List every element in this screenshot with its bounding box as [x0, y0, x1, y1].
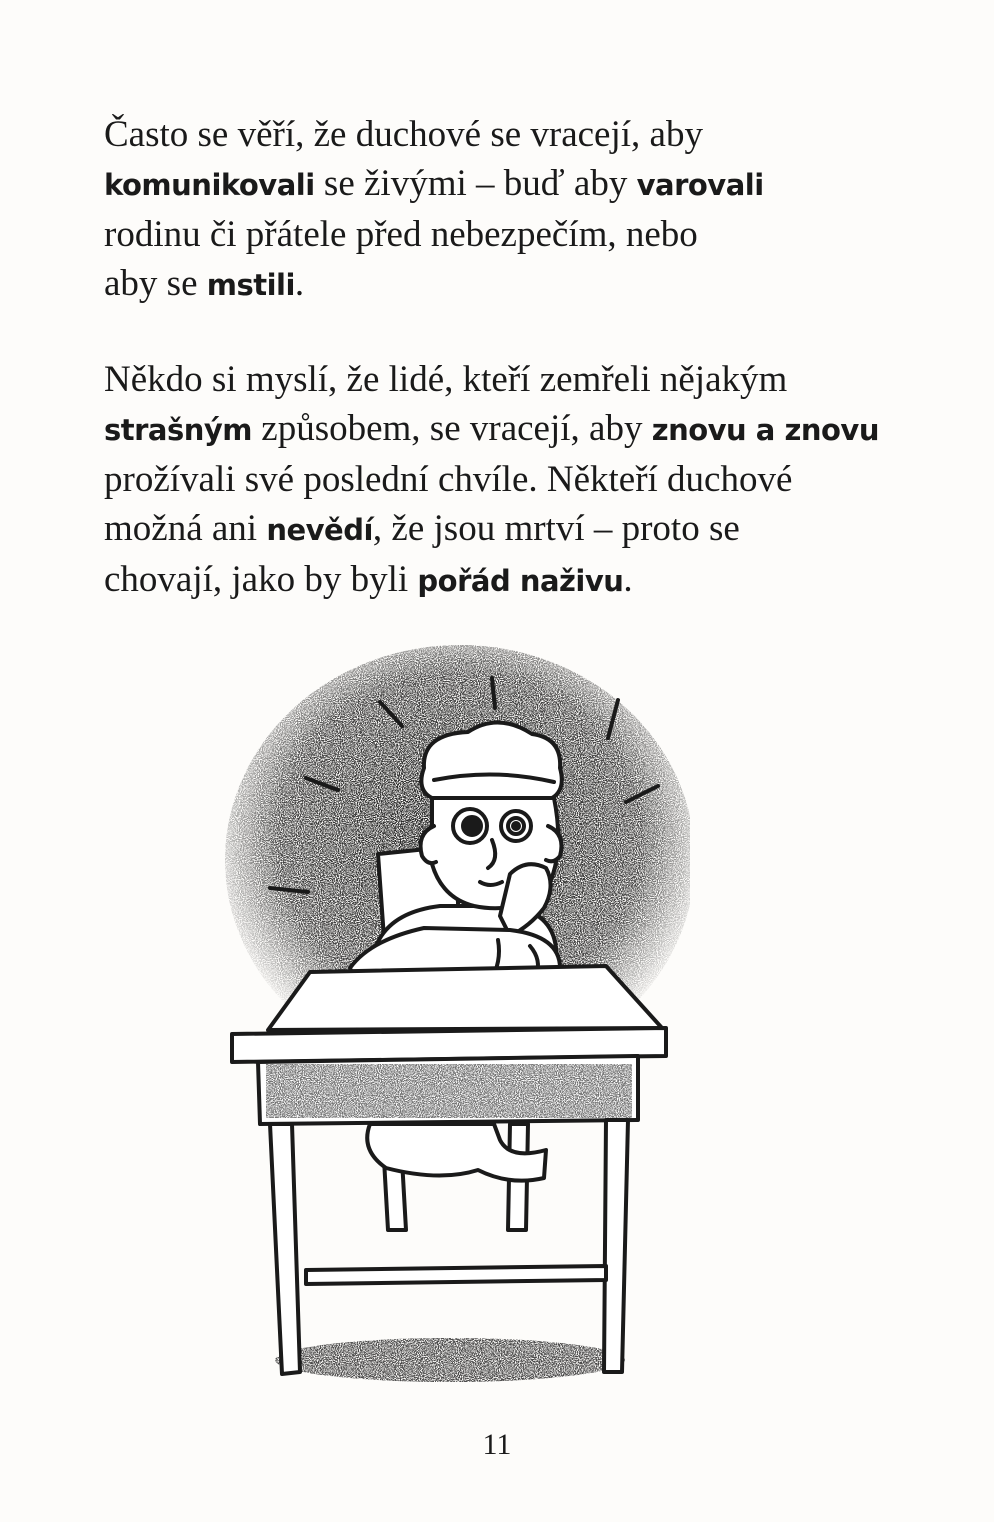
text-line [104, 110, 864, 159]
highlight-word: varovali [636, 168, 764, 202]
text-line [104, 504, 864, 555]
text-run: , že jsou mrtví – proto se [372, 508, 740, 549]
highlight-word: znovu a znovu [651, 413, 879, 447]
text-run: se živými – buď aby [314, 163, 637, 204]
ghost-chef-illustration [210, 630, 690, 1390]
highlight-word: nevědí [266, 513, 373, 547]
text-run: . [294, 263, 305, 304]
text-run: chovají, jako by byli [104, 559, 418, 600]
text-line [104, 455, 864, 504]
text-line [104, 210, 864, 259]
text-run: prožívali své poslední chvíle. Někteří duchové [104, 459, 793, 500]
text-run: způsobem, se vracejí, aby [252, 408, 652, 449]
highlight-word: pořád naživu [417, 564, 624, 598]
desk-shading [266, 1064, 632, 1118]
text-run: aby se [104, 263, 207, 304]
text-run: rodinu či přátele před nebezpečím, nebo [104, 214, 698, 255]
highlight-word: strašným [104, 413, 253, 447]
text-line [104, 159, 864, 210]
text-run: . [623, 559, 633, 600]
school-desk [232, 966, 666, 1374]
text-run: možná ani [104, 508, 267, 549]
text-line [104, 404, 879, 455]
paragraph-1 [104, 110, 864, 310]
text-line [104, 355, 864, 404]
text-line [104, 259, 864, 310]
highlight-word: mstili [206, 268, 295, 302]
text-line [104, 555, 864, 606]
text-run: Někdo si myslí, že lidé, kteří zemřeli nějakým [104, 359, 788, 400]
highlight-word: komunikovali [104, 168, 315, 202]
text-run: Často se věří, že duchové se vracejí, aby [104, 114, 703, 155]
page-number: 11 [482, 1428, 512, 1461]
paragraph-2 [104, 355, 879, 606]
